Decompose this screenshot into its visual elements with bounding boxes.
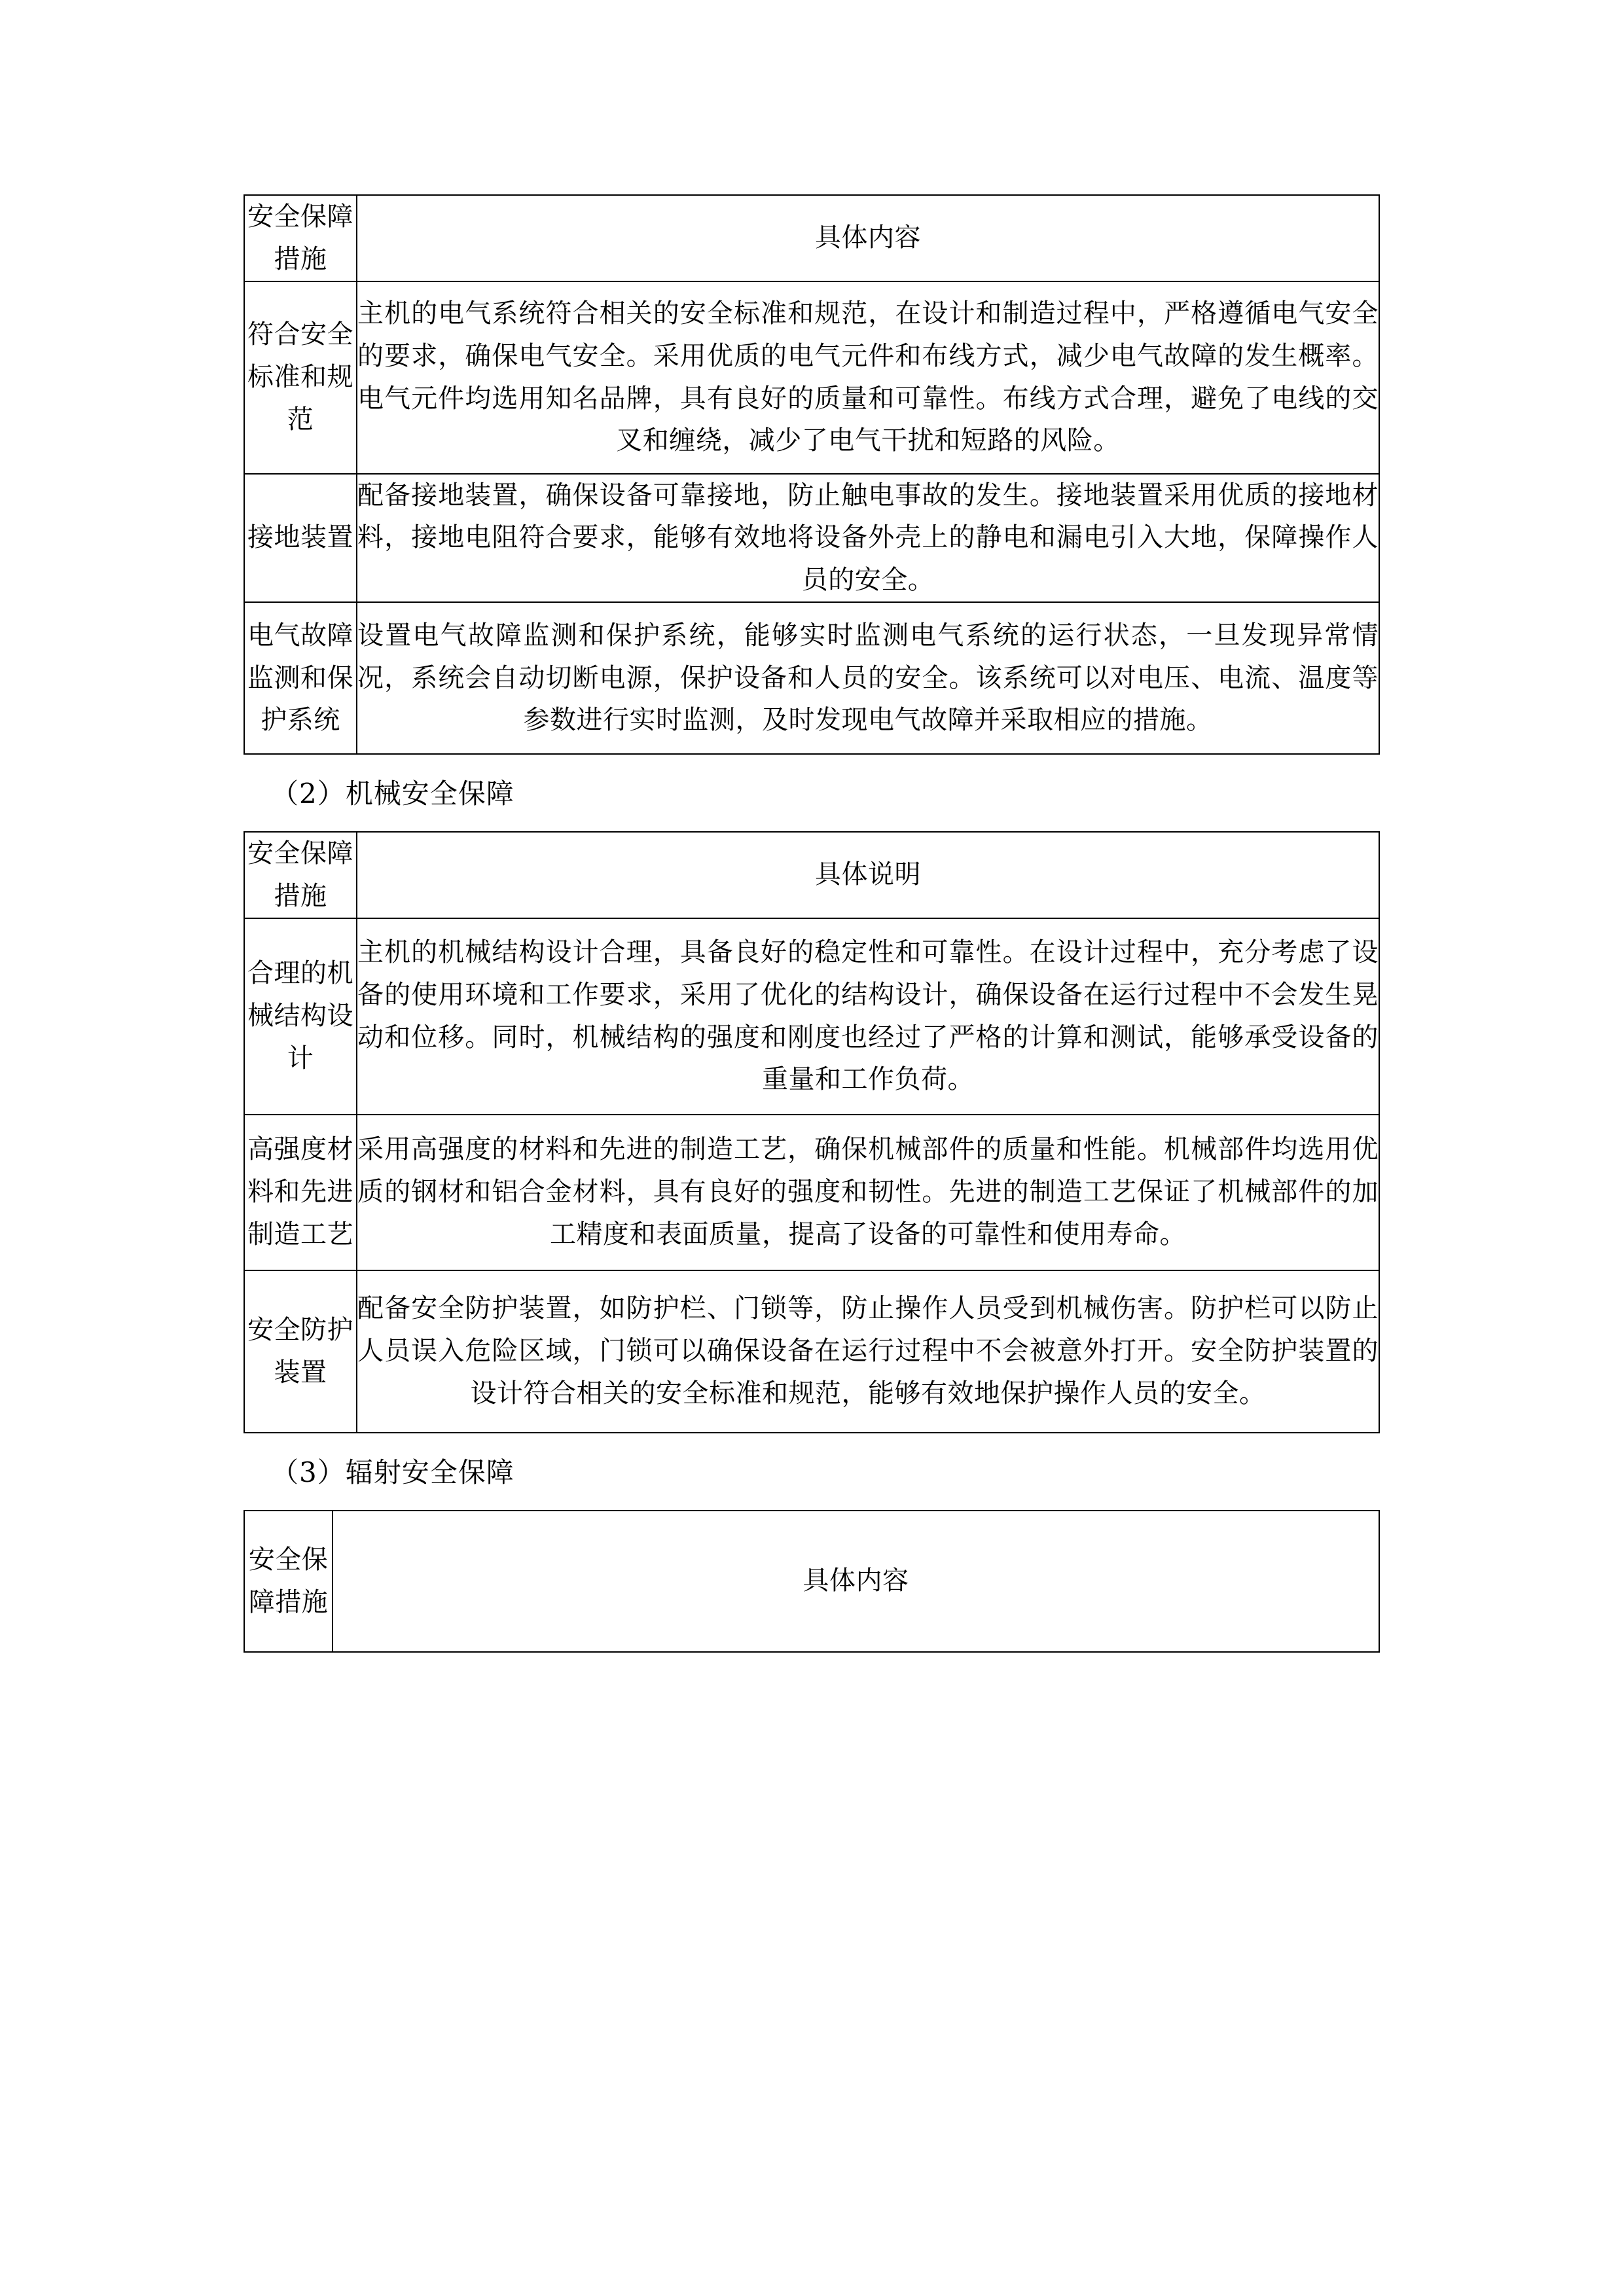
header-cell-measure: 安全保障措施: [244, 195, 357, 281]
mechanical-safety-table: [244, 831, 1380, 1433]
measure-detail: 主机的机械结构设计合理，具备良好的稳定性和可靠性。在设计过程中，充分考虑了设备的使用环境和工作要求，采用了优化的结构设计，确保设备在运行过程中不会发生晃动和位移。同时，机械结构的强度和刚度也经过了严格的计算和测试，能够承受设备的重量和工作负荷。: [357, 918, 1379, 1115]
measure-name: 接地装置: [244, 474, 357, 602]
measure-name: 高强度材料和先进制造工艺: [244, 1115, 357, 1270]
measure-detail: 采用高强度的材料和先进的制造工艺，确保机械部件的质量和性能。机械部件均选用优质的钢材和铝合金材料，具有良好的强度和韧性。先进的制造工艺保证了机械部件的加工精度和表面质量，提高了设备的可靠性和使用寿命。: [357, 1115, 1379, 1270]
radiation-safety-table: [244, 1510, 1380, 1653]
electrical-safety-table: [244, 194, 1380, 755]
header-cell-measure: 安全保障措施: [244, 1511, 333, 1652]
header-cell-measure: 安全保障措施: [244, 832, 357, 918]
measure-name: 符合安全标准和规范: [244, 281, 357, 474]
measure-detail: 主机的电气系统符合相关的安全标准和规范，在设计和制造过程中，严格遵循电气安全的要求，确保电气安全。采用优质的电气元件和布线方式，减少电气故障的发生概率。电气元件均选用知名品牌，具有良好的质量和可靠性。布线方式合理，避免了电线的交叉和缠绕，减少了电气干扰和短路的风险。: [357, 281, 1379, 474]
header-cell-detail: 具体内容: [357, 195, 1379, 281]
measure-name: 合理的机械结构设计: [244, 918, 357, 1115]
table-header-row: [244, 1511, 1379, 1652]
measure-detail: 配备安全防护装置，如防护栏、门锁等，防止操作人员受到机械伤害。防护栏可以防止人员误入危险区域，门锁可以确保设备在运行过程中不会被意外打开。安全防护装置的设计符合相关的安全标准和规范，能够有效地保护操作人员的安全。: [357, 1270, 1379, 1433]
table-row: [244, 281, 1379, 474]
header-cell-detail: 具体说明: [357, 832, 1379, 918]
measure-name: 安全防护装置: [244, 1270, 357, 1433]
table-row: [244, 474, 1379, 602]
section-heading-radiation: （3）辐射安全保障: [271, 1456, 514, 1488]
measure-detail: 配备接地装置，确保设备可靠接地，防止触电事故的发生。接地装置采用优质的接地材料，接地电阻符合要求，能够有效地将设备外壳上的静电和漏电引入大地，保障操作人员的安全。: [357, 474, 1379, 602]
table-row: [244, 1115, 1379, 1270]
section-heading-mechanical: （2）机械安全保障: [271, 777, 514, 810]
measure-name: 电气故障监测和保护系统: [244, 602, 357, 754]
header-cell-detail: 具体内容: [333, 1511, 1379, 1652]
table-row: [244, 1270, 1379, 1433]
table-row: [244, 918, 1379, 1115]
table-header-row: [244, 195, 1379, 281]
measure-detail: 设置电气故障监测和保护系统，能够实时监测电气系统的运行状态，一旦发现异常情况，系统会自动切断电源，保护设备和人员的安全。该系统可以对电压、电流、温度等参数进行实时监测，及时发现电气故障并采取相应的措施。: [357, 602, 1379, 754]
table-row: [244, 602, 1379, 754]
table-header-row: [244, 832, 1379, 918]
